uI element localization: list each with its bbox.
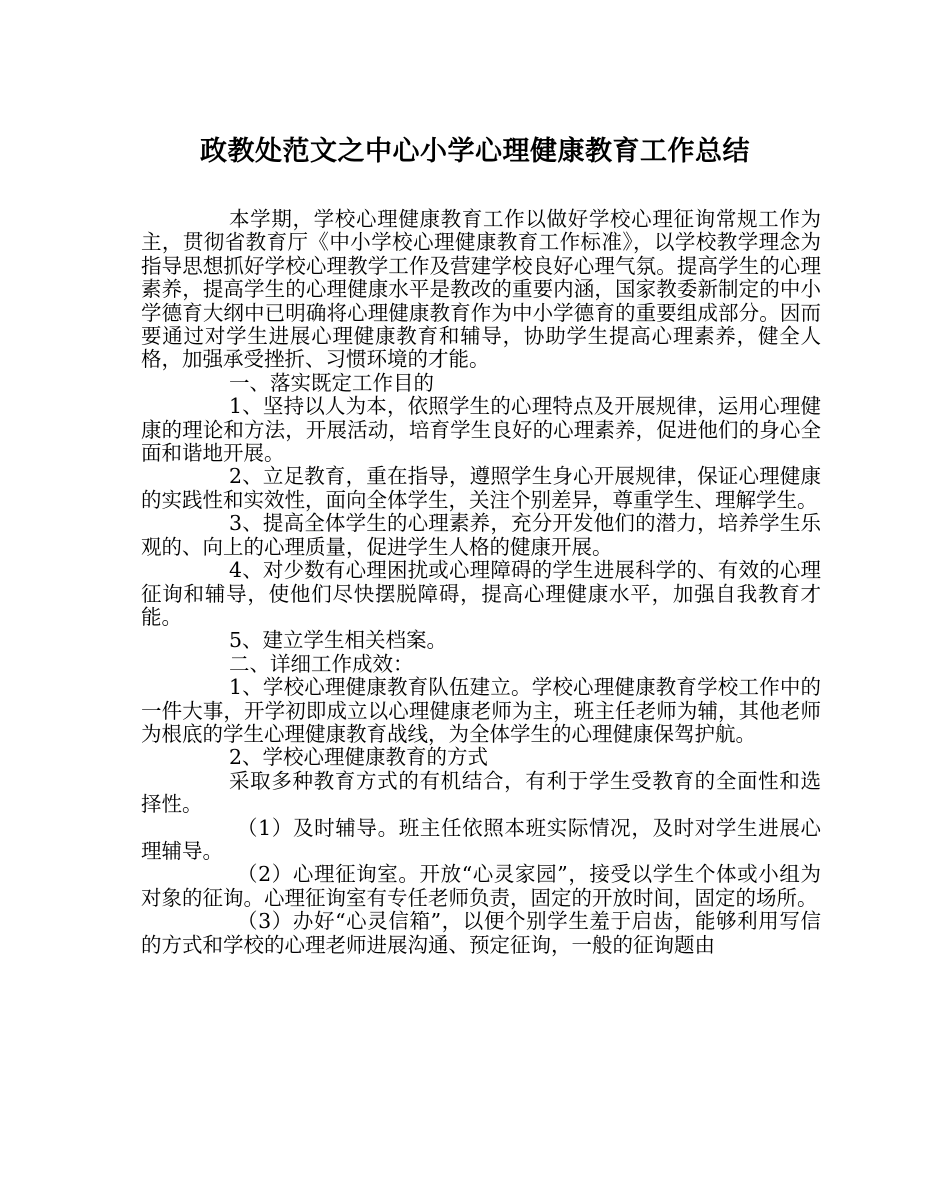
paragraph-goal-2: 2、立足教育，重在指导，遵照学生身心开展规律，保证心理健康的实践性和实效性，面向全体学生，关注个别差异，尊重学生、理解学生。	[141, 464, 821, 512]
paragraph-method-1: （1）及时辅导。班主任依照本班实际情况，及时对学生进展心理辅导。	[141, 815, 821, 863]
section-heading-goals: 一、落实既定工作目的	[229, 370, 434, 395]
paragraph-goal-4: 4、对少数有心理困扰或心理障碍的学生进展科学的、有效的心理征询和辅导，使他们尽快摆脱障碍，提高心理健康水平，加强自我教育才能。	[141, 558, 821, 629]
paragraph-result-1: 1、学校心理健康教育队伍建立。学校心理健康教育学校工作中的一件大事，开学初即成立以心理健康老师为主，班主任老师为辅，其他老师为根底的学生心理健康教育战线，为全体学生的心理健康保驾护航。	[141, 675, 821, 746]
paragraph-goal-5: 5、建立学生相关档案。	[229, 628, 448, 653]
paragraph-goal-1: 1、坚持以人为本，依照学生的心理特点及开展规律，运用心理健康的理论和方法，开展活动，培育学生良好的心理素养，促进他们的身心全面和谐地开展。	[141, 394, 821, 466]
section-heading-results: 二、详细工作成效：	[229, 651, 414, 676]
paragraph-goal-3: 3、提高全体学生的心理素养，充分开发他们的潜力，培养学生乐观的、向上的心理质量，促进学生人格的健康开展。	[141, 511, 821, 559]
paragraph-method-3: （3）办好“心灵信箱”，以便个别学生羞于启齿，能够利用写信的方式和学校的心理老师进展沟通、预定征询，一般的征询题由	[141, 909, 821, 957]
document-body	[141, 208, 821, 957]
paragraph-methods-intro: 采取多种教育方式的有机结合，有利于学生受教育的全面性和选择性。	[141, 768, 821, 817]
paragraph-method-2: （2）心理征询室。开放“心灵家园”，接受以学生个体或小组为对象的征询。心理征询室有专任老师负责，固定的开放时间，固定的场所。	[141, 862, 821, 910]
paragraph-intro: 本学期，学校心理健康教育工作以做好学校心理征询常规工作为主，贯彻省教育厅《中小学校心理健康教育工作标准》，以学校教学理念为指导思想抓好学校心理教学工作及营建学校良好心理气氛。提高学生的心理素养，提高学生的心理健康水平是教改的重要内涵，国家教委新制定的中小学德育大纲中已明确将心理健康教育作为中小学德育的重要组成部分。因而要通过对学生进展心理健康教育和辅导，协助学生提高心理素养，健全人格，加强承受挫折、习惯环境的才能。	[141, 207, 821, 372]
document-title: 政教处范文之中心小学心理健康教育工作总结	[200, 136, 750, 167]
paragraph-result-2-heading: 2、学校心理健康教育的方式	[229, 745, 489, 770]
